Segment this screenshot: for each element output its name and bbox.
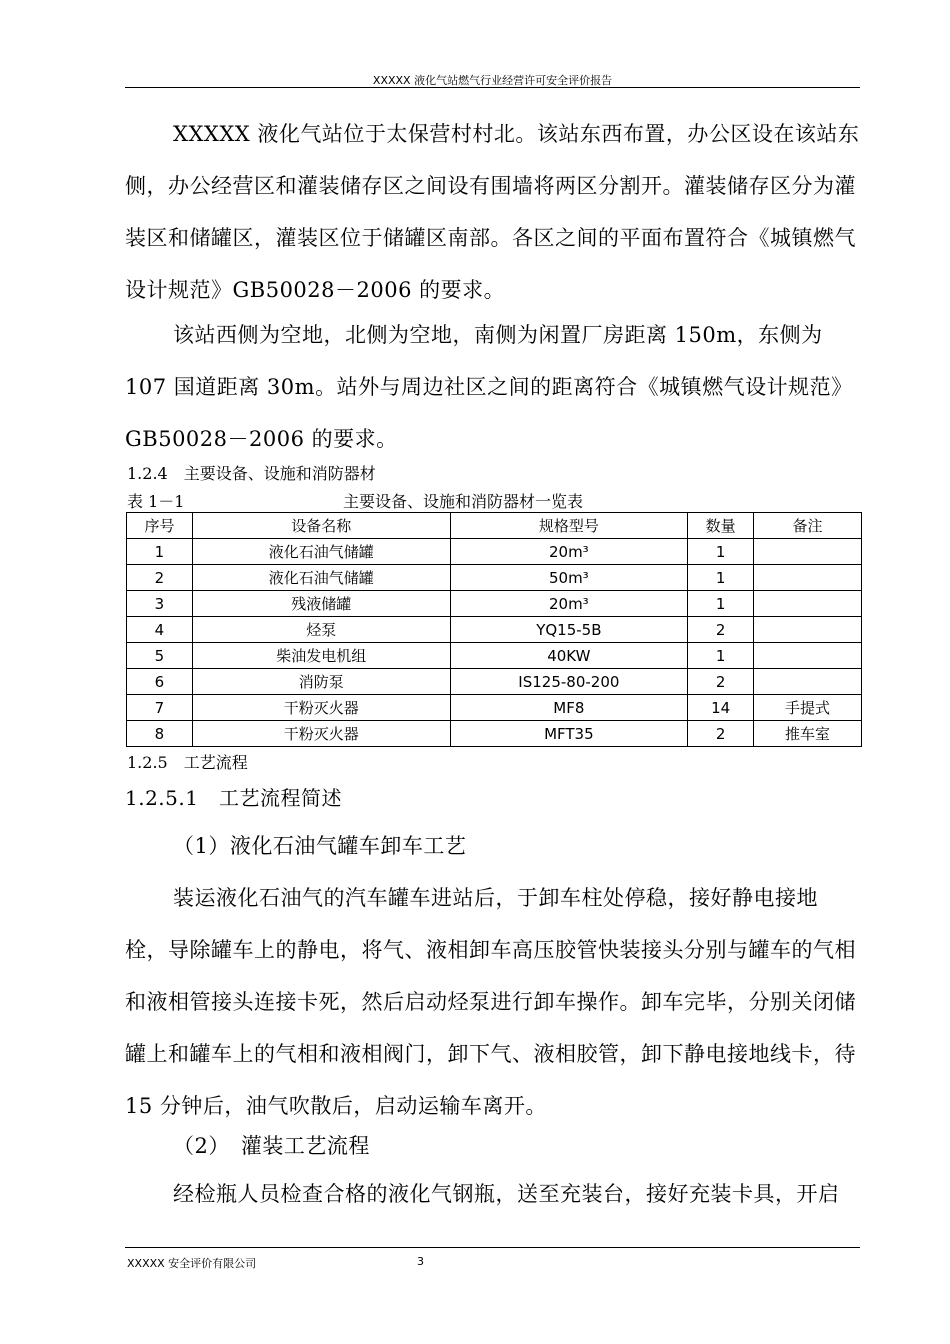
paragraph-filling [125, 1168, 860, 1220]
section-heading-1-2-5-1: 1.2.5.1 工艺流程简述 [125, 786, 342, 810]
paragraph-unloading [125, 872, 860, 1132]
cell-spec-model: MF8 [450, 695, 688, 721]
cell-seq: 7 [127, 695, 193, 721]
section-heading-1-2-5: 1.2.5 工艺流程 [127, 753, 248, 772]
footer-rule [125, 1247, 860, 1248]
cell-seq: 4 [127, 617, 193, 643]
footer-company: XXXXX 安全评价有限公司 [127, 1257, 257, 1270]
cell-device-name: 消防泵 [192, 669, 450, 695]
cell-quantity: 14 [688, 695, 754, 721]
paragraph-surroundings-text: 该站西侧为空地，北侧为空地，南侧为闲置厂房距离 150m，东侧为 107 国道距离 30m。站外与周边社区之间的距离符合《城镇燃气设计规范》GB50028－2006 的要求。 [125, 323, 853, 451]
table-row [127, 695, 862, 721]
subsection-unloading-title [125, 820, 860, 872]
cell-seq: 3 [127, 591, 193, 617]
subsection-filling-title-text: （2） 灌装工艺流程 [173, 1134, 370, 1158]
table-header-row [127, 513, 862, 539]
cell-quantity: 2 [688, 617, 754, 643]
subsection-unloading-title-text: （1）液化石油气罐车卸车工艺 [173, 834, 467, 858]
cell-quantity: 1 [688, 539, 754, 565]
cell-remarks [754, 565, 862, 591]
cell-seq: 2 [127, 565, 193, 591]
cell-spec-model: MFT35 [450, 721, 688, 747]
cell-remarks [754, 591, 862, 617]
paragraph-unloading-text: 装运液化石油气的汽车罐车进站后，于卸车柱处停稳，接好静电接地栓，导除罐车上的静电，将气、液相卸车高压胶管快装接头分别与罐车的气相和液相管接头连接卡死，然后启动烃泵进行卸车操作。卸车完毕，分别关闭储罐上和罐车上的气相和液相阀门，卸下气、液相胶管，卸下静电接地线卡，待 15 分钟后，油气吹散后，启动运输车离开。 [125, 886, 856, 1118]
header-spec-model: 规格型号 [450, 513, 688, 539]
cell-remarks: 推车室 [754, 721, 862, 747]
cell-spec-model: 40KW [450, 643, 688, 669]
table-row [127, 591, 862, 617]
table-row [127, 721, 862, 747]
cell-remarks [754, 643, 862, 669]
header-title: XXXXX 液化气站燃气行业经营许可安全评价报告 [372, 74, 613, 87]
header-device-name: 设备名称 [192, 513, 450, 539]
cell-quantity: 1 [688, 565, 754, 591]
cell-remarks [754, 617, 862, 643]
cell-remarks [754, 539, 862, 565]
cell-seq: 6 [127, 669, 193, 695]
cell-seq: 1 [127, 539, 193, 565]
cell-spec-model: 20m³ [450, 539, 688, 565]
section-heading-1-2-4: 1.2.4 主要设备、设施和消防器材 [127, 464, 376, 483]
subsection-filling-title [125, 1120, 860, 1172]
cell-seq: 8 [127, 721, 193, 747]
header-remarks: 备注 [754, 513, 862, 539]
table-caption-title: 主要设备、设施和消防器材一览表 [343, 492, 584, 511]
header-rule [125, 87, 860, 88]
cell-device-name: 干粉灭火器 [192, 721, 450, 747]
cell-quantity: 1 [688, 643, 754, 669]
cell-device-name: 干粉灭火器 [192, 695, 450, 721]
cell-device-name: 残液储罐 [192, 591, 450, 617]
table-row [127, 643, 862, 669]
paragraph-surroundings [125, 309, 860, 465]
table-row [127, 565, 862, 591]
cell-spec-model: IS125-80-200 [450, 669, 688, 695]
cell-remarks: 手提式 [754, 695, 862, 721]
header-seq: 序号 [127, 513, 193, 539]
cell-quantity: 2 [688, 669, 754, 695]
table-row [127, 617, 862, 643]
paragraph-filling-text: 经检瓶人员检查合格的液化气钢瓶，送至充装台，接好充装卡具，开启 [173, 1182, 840, 1206]
paragraph-location [125, 108, 860, 316]
cell-device-name: 液化石油气储罐 [192, 565, 450, 591]
cell-device-name: 烃泵 [192, 617, 450, 643]
cell-spec-model: 20m³ [450, 591, 688, 617]
cell-device-name: 柴油发电机组 [192, 643, 450, 669]
equipment-table [126, 512, 862, 747]
cell-seq: 5 [127, 643, 193, 669]
cell-quantity: 1 [688, 591, 754, 617]
table-row [127, 539, 862, 565]
cell-spec-model: 50m³ [450, 565, 688, 591]
table-caption-number: 表 1－1 [127, 492, 185, 511]
cell-device-name: 液化石油气储罐 [192, 539, 450, 565]
cell-remarks [754, 669, 862, 695]
header-quantity: 数量 [688, 513, 754, 539]
paragraph-location-text: XXXXX 液化气站位于太保营村村北。该站东西布置，办公区设在该站东侧，办公经营区和灌装储存区之间设有围墙将两区分割开。灌装储存区分为灌装区和储罐区，灌装区位于储罐区南部。各区之间的平面布置符合《城镇燃气设计规范》GB50028－2006 的要求。 [125, 122, 860, 302]
footer-page-number: 3 [417, 1255, 424, 1268]
cell-spec-model: YQ15-5B [450, 617, 688, 643]
table-row [127, 669, 862, 695]
cell-quantity: 2 [688, 721, 754, 747]
